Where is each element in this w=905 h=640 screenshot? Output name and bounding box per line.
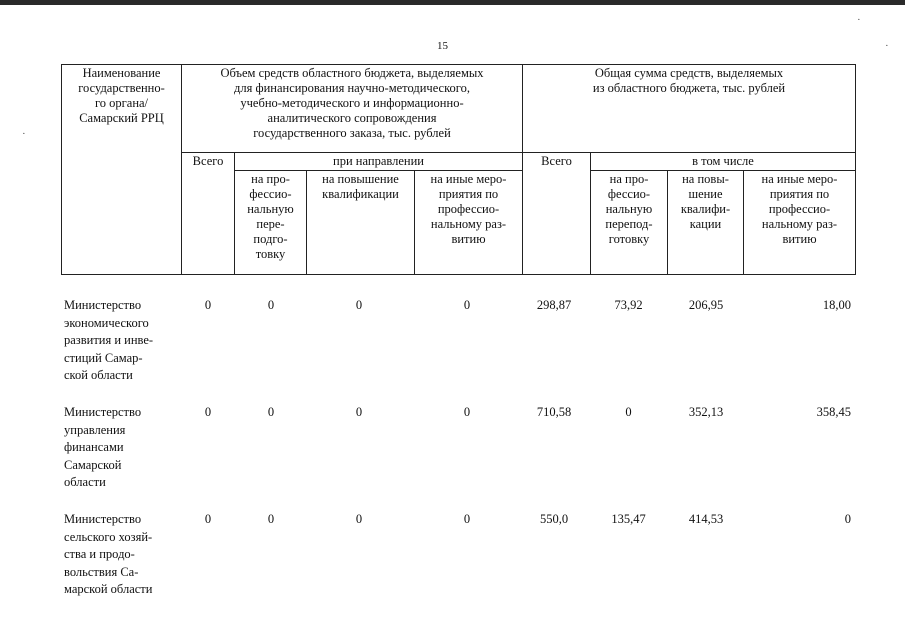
header-total-left: Всего	[182, 153, 235, 275]
cell-total-right: 710,58	[536, 405, 572, 419]
header-including: в том числе	[591, 153, 856, 171]
cell-qualification: 0	[355, 512, 363, 526]
header-by-direction: при направлении	[235, 153, 523, 171]
row-organ-name: Министерство экономического развития и инве- стиций Самар- ской области	[64, 298, 154, 382]
cell-retraining: 0	[267, 512, 275, 526]
cell-retraining-total: 135,47	[611, 512, 646, 526]
header-sub-retraining-total: на про- фессио- нальную перепод- готовку	[591, 171, 668, 275]
header-group-methodical: Объем средств областного бюджета, выделяемых для финансирования научно-методического, учебно-методического и информационно- аналитического сопровождения государственного заказа, тыс. рублей	[182, 65, 523, 153]
header-group-total: Общая сумма средств, выделяемых из областного бюджета, тыс. рублей	[523, 65, 856, 153]
cell-retraining: 0	[267, 405, 275, 419]
header-sub-other: на иные меро- приятия по профессио- нальному раз- витию	[415, 171, 523, 275]
header-sub-retraining: на про- фессио- нальную пере- подго- товку	[235, 171, 307, 275]
cell-other: 0	[463, 405, 471, 419]
table-header	[61, 64, 856, 275]
scan-speck: ·	[885, 40, 889, 52]
scan-speck: ·	[857, 14, 861, 26]
cell-qualification: 0	[355, 405, 363, 419]
cell-total-right: 550,0	[539, 512, 569, 526]
row-organ-name: Министерство управления финансами Самарской области	[64, 405, 142, 489]
cell-other-total: 0	[844, 512, 851, 526]
header-sub-qualification: на повышение квалификации	[307, 171, 415, 275]
cell-retraining-total: 73,92	[614, 298, 643, 312]
cell-other-total: 358,45	[816, 405, 851, 419]
top-border	[0, 0, 905, 5]
cell-qualification-total: 414,53	[688, 512, 724, 526]
cell-other-total: 18,00	[822, 298, 851, 312]
header-sub-qualification-total: на повы- шение квалифи- кации	[668, 171, 744, 275]
cell-other: 0	[463, 512, 471, 526]
cell-total-left: 0	[204, 405, 212, 419]
page-number: 15	[437, 40, 448, 52]
header-sub-other-total: на иные меро- приятия по профессио- нальному раз- витию	[744, 171, 856, 275]
cell-other: 0	[463, 298, 471, 312]
scan-speck: ·	[22, 128, 26, 140]
row-organ-name: Министерство сельского хозяй- ства и продо- вольствия Са- марской области	[64, 512, 153, 596]
cell-total-left: 0	[204, 512, 212, 526]
header-total-right: Всего	[523, 153, 591, 275]
header-organ-name: Наименование государственно- го органа/ Самарский РРЦ	[62, 65, 182, 275]
cell-retraining-total: 0	[625, 405, 632, 419]
cell-qualification: 0	[355, 298, 363, 312]
cell-qualification-total: 206,95	[688, 298, 724, 312]
cell-qualification-total: 352,13	[688, 405, 724, 419]
cell-total-left: 0	[204, 298, 212, 312]
cell-retraining: 0	[267, 298, 275, 312]
cell-total-right: 298,87	[536, 298, 572, 312]
